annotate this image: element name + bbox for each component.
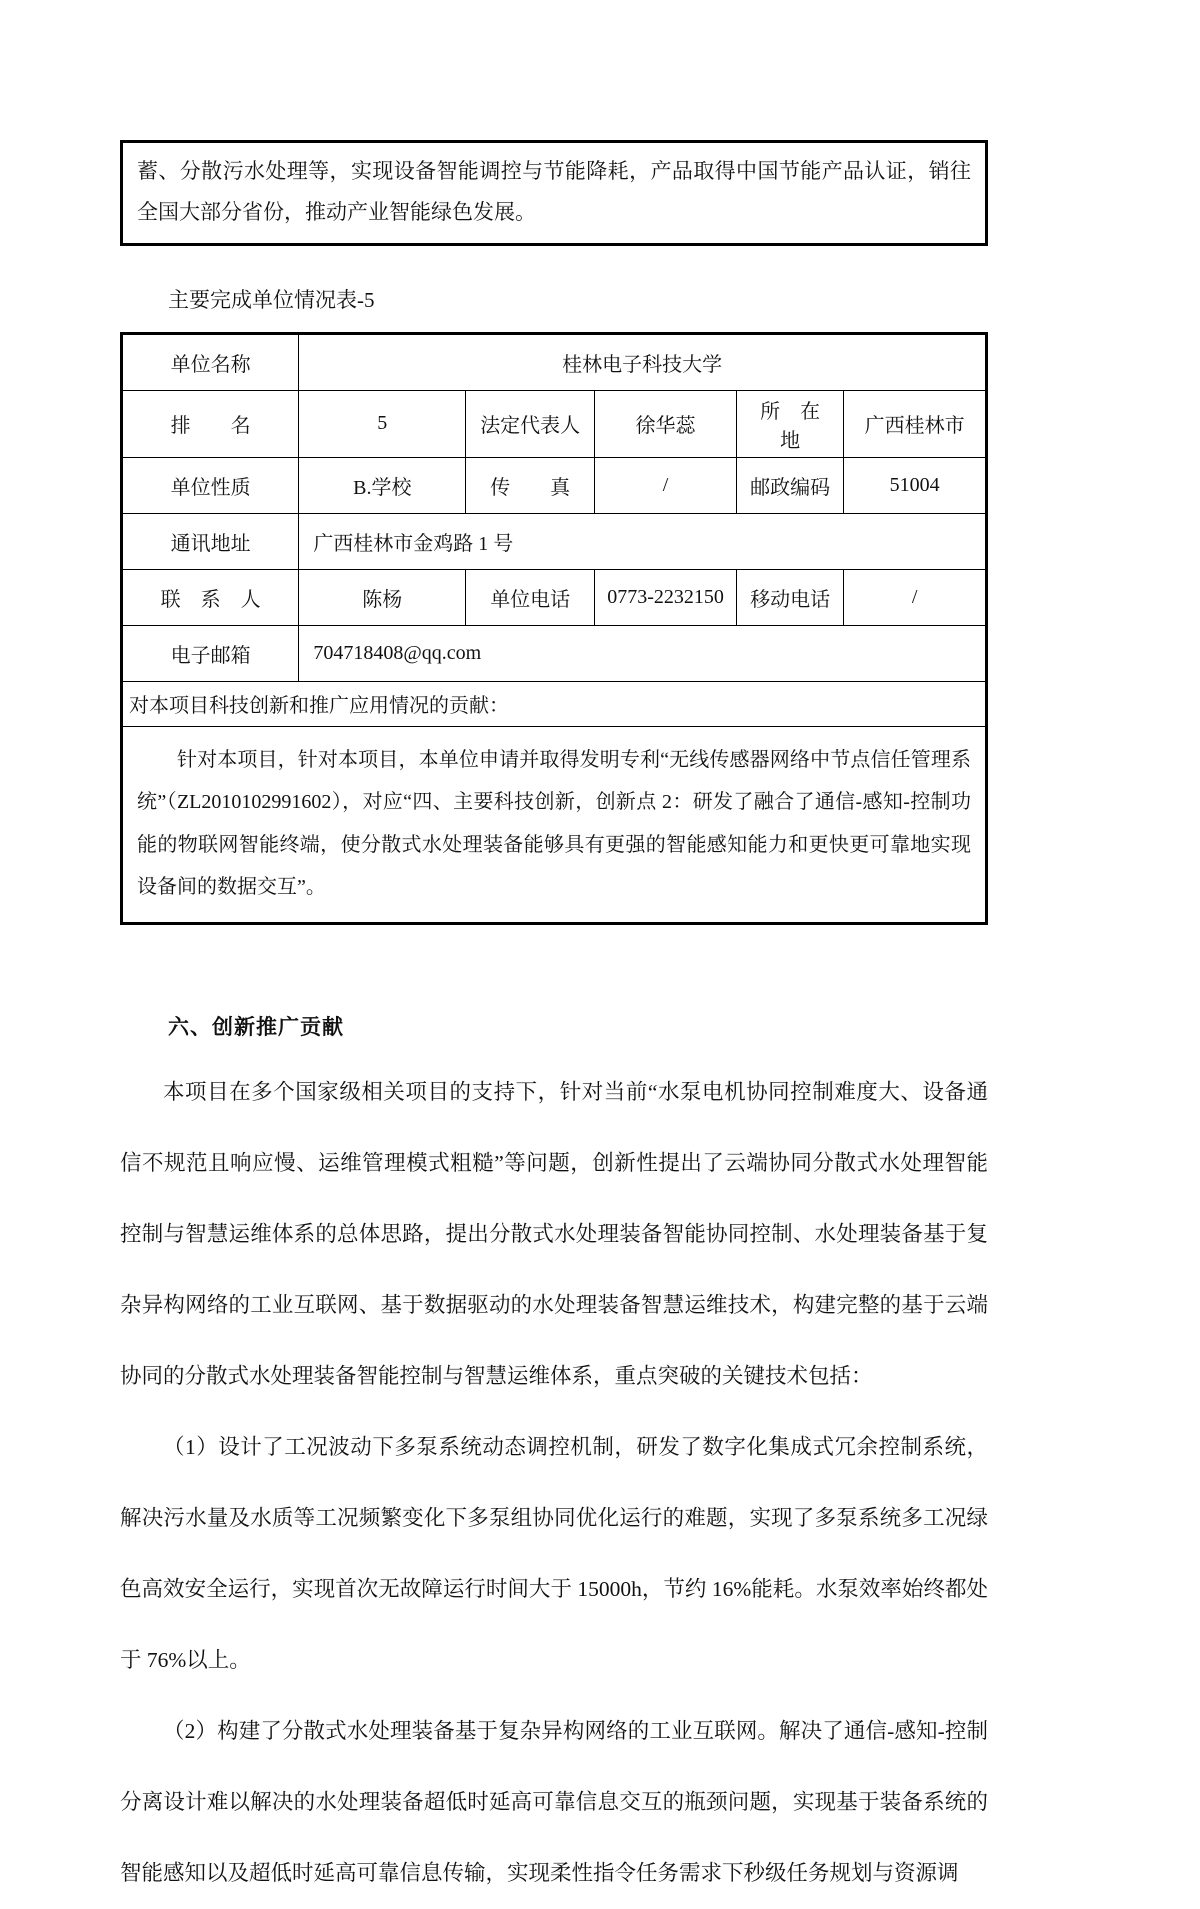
contact-value: 陈杨	[299, 569, 466, 625]
section-paragraph-2: （1）设计了工况波动下多泵系统动态调控机制，研发了数字化集成式冗余控制系统，解决污水量及水质等工况频繁变化下多泵组协同优化运行的难题，实现了多泵系统多工况绿色高效安全运行，实现首次无故障运行时间大于 15000h，节约 16%能耗。水泵效率始终都处于 76%以上。	[120, 1435, 988, 1672]
table-row	[122, 513, 987, 569]
table-row	[122, 625, 987, 681]
fax-value: /	[595, 457, 737, 513]
contact-label: 联 系 人	[122, 569, 299, 625]
mobile-label: 移动电话	[736, 569, 843, 625]
contribution-header: 对本项目科技创新和推广应用情况的贡献：	[122, 681, 987, 726]
nature-label: 单位性质	[122, 457, 299, 513]
phone-value: 0773-2232150	[595, 569, 737, 625]
fax-label: 传 真	[466, 457, 595, 513]
table-row	[122, 457, 987, 513]
location-label: 所 在 地	[736, 390, 843, 457]
legal-rep-label: 法定代表人	[466, 390, 595, 457]
address-label: 通讯地址	[122, 513, 299, 569]
postcode-value: 51004	[844, 457, 987, 513]
table-row	[122, 569, 987, 625]
location-value: 广西桂林市	[844, 390, 987, 457]
address-value: 广西桂林市金鸡路 1 号	[299, 513, 987, 569]
rank-value: 5	[299, 390, 466, 457]
unit-name-value: 桂林电子科技大学	[299, 333, 987, 390]
overflow-text-box: 蓄、分散污水处理等，实现设备智能调控与节能降耗，产品取得中国节能产品认证，销往全国大部分省份，推动产业智能绿色发展。	[120, 140, 988, 246]
section-six-heading: 六、创新推广贡献	[168, 1015, 344, 1040]
mobile-value: /	[844, 569, 987, 625]
section-paragraph-3: （2）构建了分散式水处理装备基于复杂异构网络的工业互联网。解决了通信-感知-控制分离设计难以解决的水处理装备超低时延高可靠信息交互的瓶颈问题，实现基于装备系统的智能感知以及超低时延高可靠信息传输，实现柔性指令任务需求下秒级任务规划与资源调	[120, 1718, 988, 1885]
unit-info-table	[120, 332, 988, 926]
email-value: 704718408@qq.com	[299, 625, 987, 681]
table-row	[122, 333, 987, 390]
rank-label: 排 名	[122, 390, 299, 457]
unit-name-label: 单位名称	[122, 333, 299, 390]
table-row	[122, 390, 987, 457]
section-paragraph-1: 本项目在多个国家级相关项目的支持下，针对当前“水泵电机协同控制难度大、设备通信不规范且响应慢、运维管理模式粗糙”等问题，创新性提出了云端协同分散式水处理智能控制与智慧运维体系的总体思路，提出分散式水处理装备智能协同控制、水处理装备基于复杂异构网络的工业互联网、基于数据驱动的水处理装备智慧运维技术，构建完整的基于云端协同的分散式水处理装备智能控制与智慧运维体系，重点突破的关键技术包括：	[120, 1080, 988, 1389]
contribution-text: 针对本项目，针对本项目，本单位申请并取得发明专利“无线传感器网络中节点信任管理系统”（ZL2010102991602），对应“四、主要科技创新，创新点 2：研发了融合了通信-感知-控制功能的物联网智能终端，使分散式水处理装备能够具有更强的智能感知能力和更快更可靠地实现设备间的数据交互”。	[137, 748, 971, 899]
table-row	[122, 681, 987, 726]
postcode-label: 邮政编码	[736, 457, 843, 513]
legal-rep-value: 徐华蕊	[595, 390, 737, 457]
table-row	[122, 726, 987, 924]
nature-value: B.学校	[299, 457, 466, 513]
section-six-body	[120, 1057, 988, 1908]
email-label: 电子邮箱	[122, 625, 299, 681]
table-caption: 主要完成单位情况表-5	[168, 287, 375, 312]
page-content	[120, 0, 988, 1909]
contribution-paragraph	[122, 726, 987, 924]
phone-label: 单位电话	[466, 569, 595, 625]
